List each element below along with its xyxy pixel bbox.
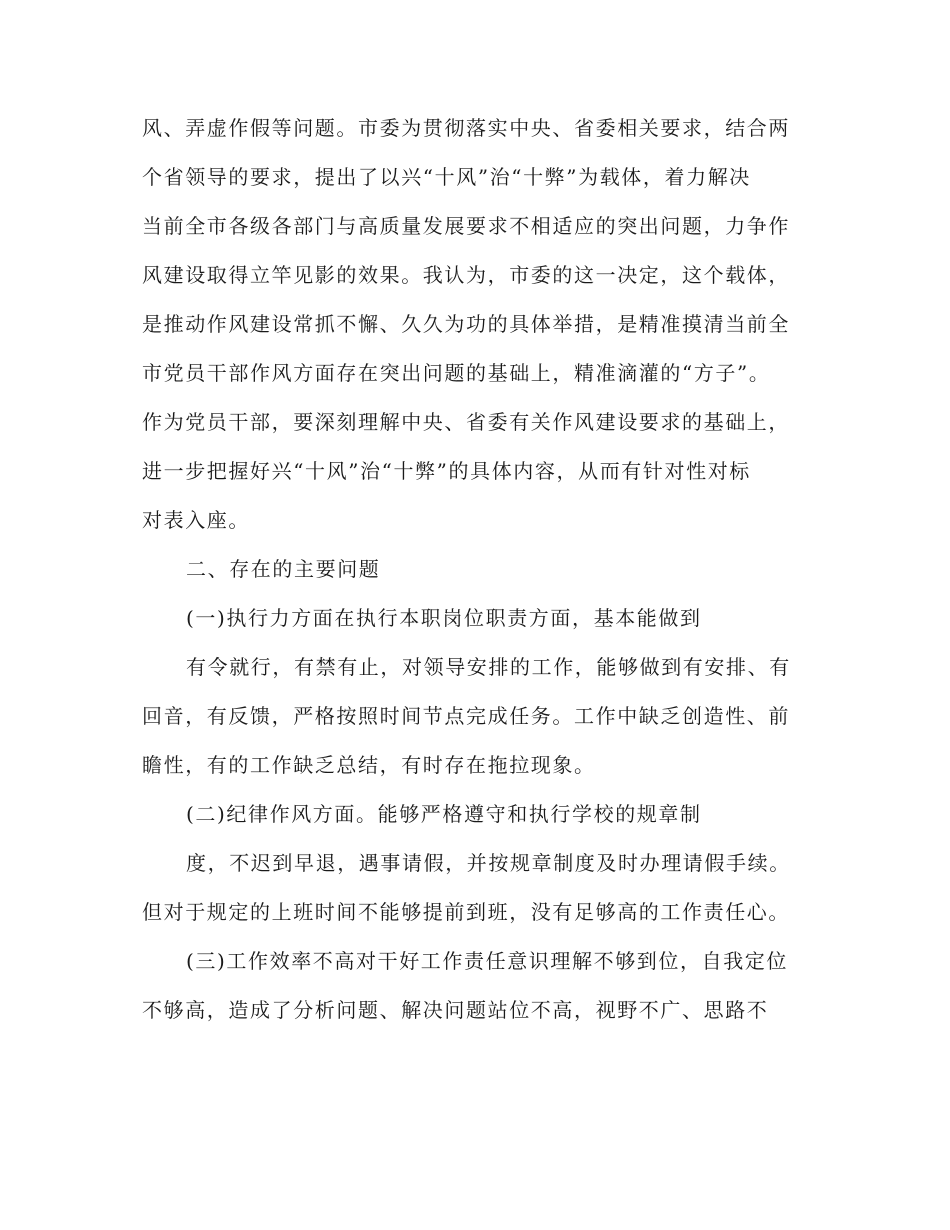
paragraph-line: 度，不迟到早退，遇事请假，并按规章制度及时办理请假手续。	[186, 851, 791, 875]
document-body	[142, 104, 802, 1035]
subsection-heading: (一)执行力方面在执行本职岗位职责方面，基本能做到	[186, 606, 702, 630]
paragraph-line: 但对于规定的上班时间不能够提前到班，没有足够高的工作责任心。	[142, 900, 790, 924]
paragraph-line: 当前全市各级各部门与高质量发展要求不相适应的突出问题，力争作	[142, 214, 790, 238]
subsection-heading: (二)纪律作风方面。能够严格遵守和执行学校的规章制	[186, 802, 702, 826]
paragraph-line: 风、弄虚作假等问题。市委为贯彻落实中央、省委相关要求，结合两	[142, 116, 790, 140]
paragraph-line: 回音，有反馈，严格按照时间节点完成任务。工作中缺乏创造性、前	[142, 704, 790, 728]
section-heading: 二、存在的主要问题	[186, 557, 381, 581]
subsection-heading: (三)工作效率不高对干好工作责任意识理解不够到位，自我定位	[186, 949, 789, 973]
paragraph-line: 市党员干部作风方面存在突出问题的基础上，精准滴灌的“方子”。	[142, 361, 771, 385]
paragraph-line: 不够高，造成了分析问题、解决问题站位不高，视野不广、思路不	[142, 998, 769, 1022]
paragraph-line: 作为党员干部，要深刻理解中央、省委有关作风建设要求的基础上，	[142, 410, 790, 434]
paragraph-line: 瞻性，有的工作缺乏总结，有时存在拖拉现象。	[142, 753, 596, 777]
paragraph-line: 个省领导的要求，提出了以兴“十风”治“十弊”为载体，着力解决	[142, 165, 751, 189]
paragraph-line: 进一步把握好兴“十风”治“十弊”的具体内容，从而有针对性对标	[142, 459, 751, 483]
paragraph-line: 风建设取得立竿见影的效果。我认为，市委的这一决定，这个载体，	[142, 263, 790, 287]
paragraph-line: 有令就行，有禁有止，对领导安排的工作，能够做到有安排、有	[186, 655, 791, 679]
paragraph-line: 对表入座。	[142, 508, 250, 532]
paragraph-line: 是推动作风建设常抓不懈、久久为功的具体举措，是精准摸清当前全	[142, 312, 790, 336]
